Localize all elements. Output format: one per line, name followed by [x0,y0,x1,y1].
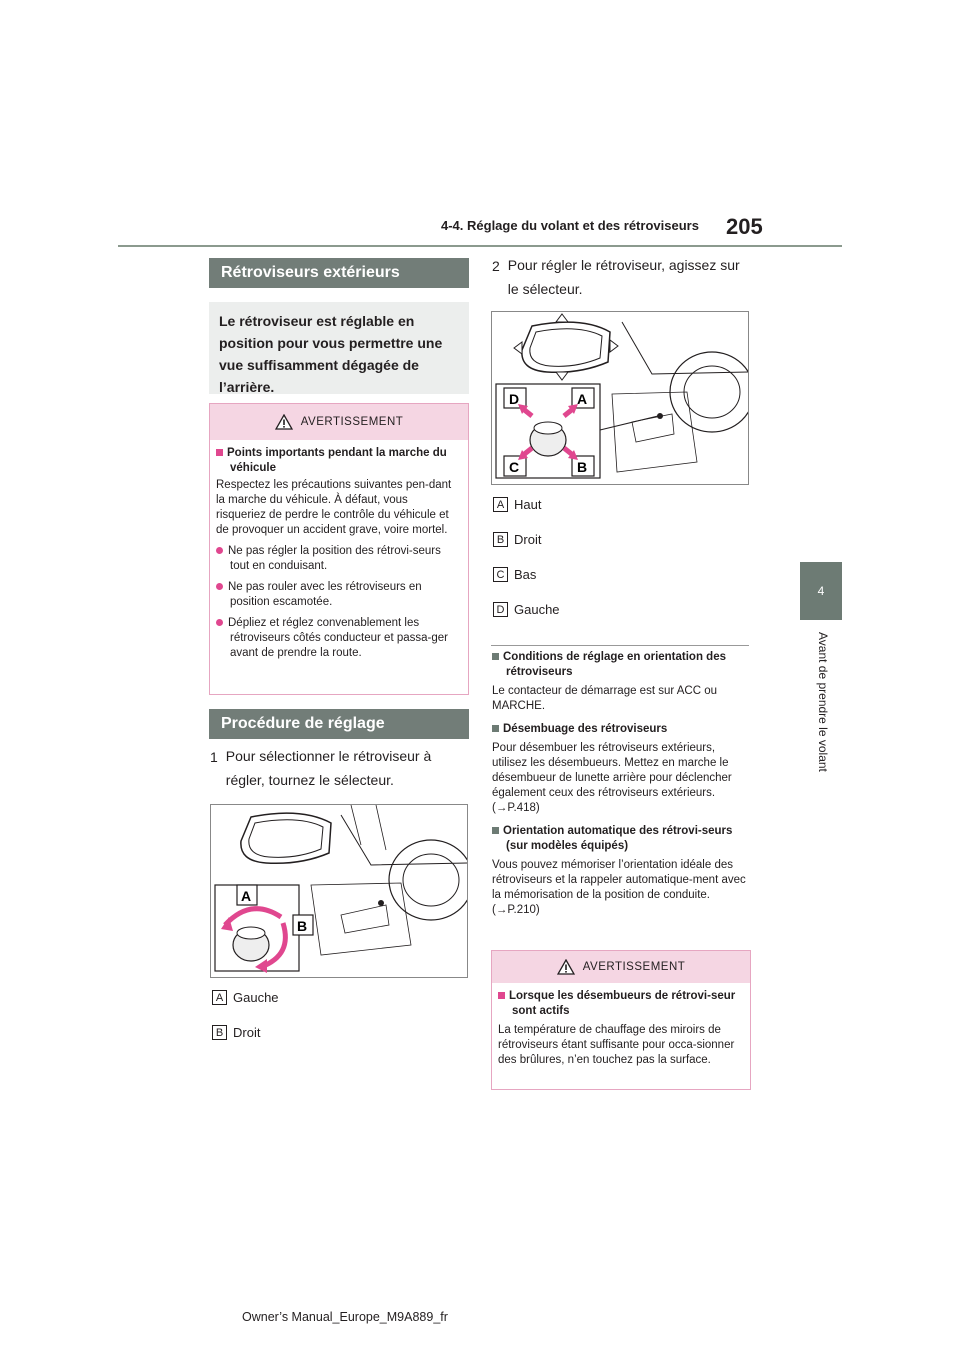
round-bullet-icon [216,619,223,626]
intro-text: Le rétroviseur est réglable en position pour vous permettre une vue suffisamment dégagée de l’arrière. [219,313,443,395]
figure-label: D [509,391,520,407]
section-title-exterior-mirrors: Rétroviseurs extérieurs [209,258,469,288]
legend-text: Droit [233,1025,261,1040]
legend-key: A [212,990,227,1005]
note-title: Conditions de réglage en orientation des rétroviseurs [492,650,748,680]
figure-label: A [577,391,588,407]
legend-text: Gauche [514,602,560,617]
legend-key: B [493,532,508,547]
legend-text: Gauche [233,990,279,1005]
notes [492,650,748,918]
warning-header [210,404,468,440]
legend-item [493,532,541,547]
warning-box-1 [209,403,469,695]
step-text: Pour régler le rétroviseur, agissez sur le sélecteur. [507,257,740,297]
divider [491,645,749,646]
note-body: Vous pouvez mémoriser l’orientation idéale des rétroviseurs et la rappeler automatique-ment avec la mémorisation de la position de conduite. (→P.210) [492,859,746,916]
note-title: Désembuage des rétroviseurs [492,722,748,737]
step-1 [210,746,465,792]
legend-text: Bas [514,567,537,582]
step-number: 1 [210,749,218,765]
note-title: Orientation automatique des rétrovi-seurs (sur modèles équipés) [492,824,748,854]
round-bullet-icon [216,583,223,590]
warning-triangle-icon [557,959,575,975]
figure-label: B [297,918,308,934]
step-number: 2 [492,258,500,274]
legend-item [212,1025,260,1040]
figure-mirror-direction [491,311,749,485]
warning-header [492,951,750,983]
warning-body: Respectez les précautions suivantes pen-dant la marche du véhicule. À défaut, vous risqueriez de perdre le contrôle du véhicule et de provoquer un accident grave, voire mortel. [216,479,452,536]
header-rule [118,245,842,247]
legend-text: Droit [514,532,542,547]
mirror-selector-illustration [211,805,467,977]
legend-item [212,990,279,1005]
legend-key: B [212,1025,227,1040]
square-bullet-icon [492,827,499,834]
figure-mirror-selector [210,804,468,978]
warning-bullet: Ne pas rouler avec les rétroviseurs en position escamotée. [216,580,460,610]
figure-label: C [509,459,520,475]
header-section-title: 4-4. Réglage du volant et des rétroviseurs [441,218,699,233]
warning-heading: AVERTISSEMENT [582,960,686,973]
section-title-adjustment-procedure: Procédure de réglage [209,709,469,739]
legend-key: D [493,602,508,617]
mirror-direction-illustration [492,312,748,484]
round-bullet-icon [216,547,223,554]
legend-item [493,602,560,617]
warning-title: Lorsque les désembueurs de rétrovi-seur sont actifs [498,989,742,1019]
legend-item [493,567,536,582]
square-bullet-icon [216,449,223,456]
square-bullet-icon [492,653,499,660]
figure-label: B [577,459,588,475]
warning-box-2 [491,950,751,1090]
legend-item [493,497,541,512]
legend-key: A [493,497,508,512]
legend-text: Haut [514,497,542,512]
footer-manual-id: Owner’s Manual_Europe_M9A889_fr [242,1310,448,1324]
intro-box [209,302,469,394]
warning-heading: AVERTISSEMENT [300,415,404,428]
figure-label: A [241,888,252,904]
page-number: 205 [726,214,763,239]
warning-triangle-icon [275,414,293,430]
square-bullet-icon [492,725,499,732]
warning-bullet: Dépliez et réglez convenablement les rétroviseurs côtés conducteur et passa-ger avant de prendre la route. [216,616,460,661]
step-2 [492,255,747,301]
warning-body: La température de chauffage des miroirs de rétroviseurs étant suffisante pour occa-sionner des brûlures, n’en touchez pas la surface. [498,1024,735,1066]
chapter-tab: 4 [800,562,842,620]
note-body: Pour désembuer les rétroviseurs extérieurs, utilisez les désembueurs. Mettez en marche le désembueur de lunette arrière pour déclencher également ceux des rétroviseurs extérieurs. (→P.418) [492,742,732,814]
warning-bullet: Ne pas régler la position des rétrovi-seurs tout en conduisant. [216,544,460,574]
warning-title: Points importants pendant la marche du véhicule [216,446,460,476]
step-text: Pour sélectionner le rétroviseur à régler, tournez le sélecteur. [225,748,432,788]
legend-key: C [493,567,508,582]
note-body: Le contacteur de démarrage est sur ACC ou MARCHE. [492,685,718,712]
square-bullet-icon [498,992,505,999]
chapter-title: Avant de prendre le volant [816,632,830,772]
